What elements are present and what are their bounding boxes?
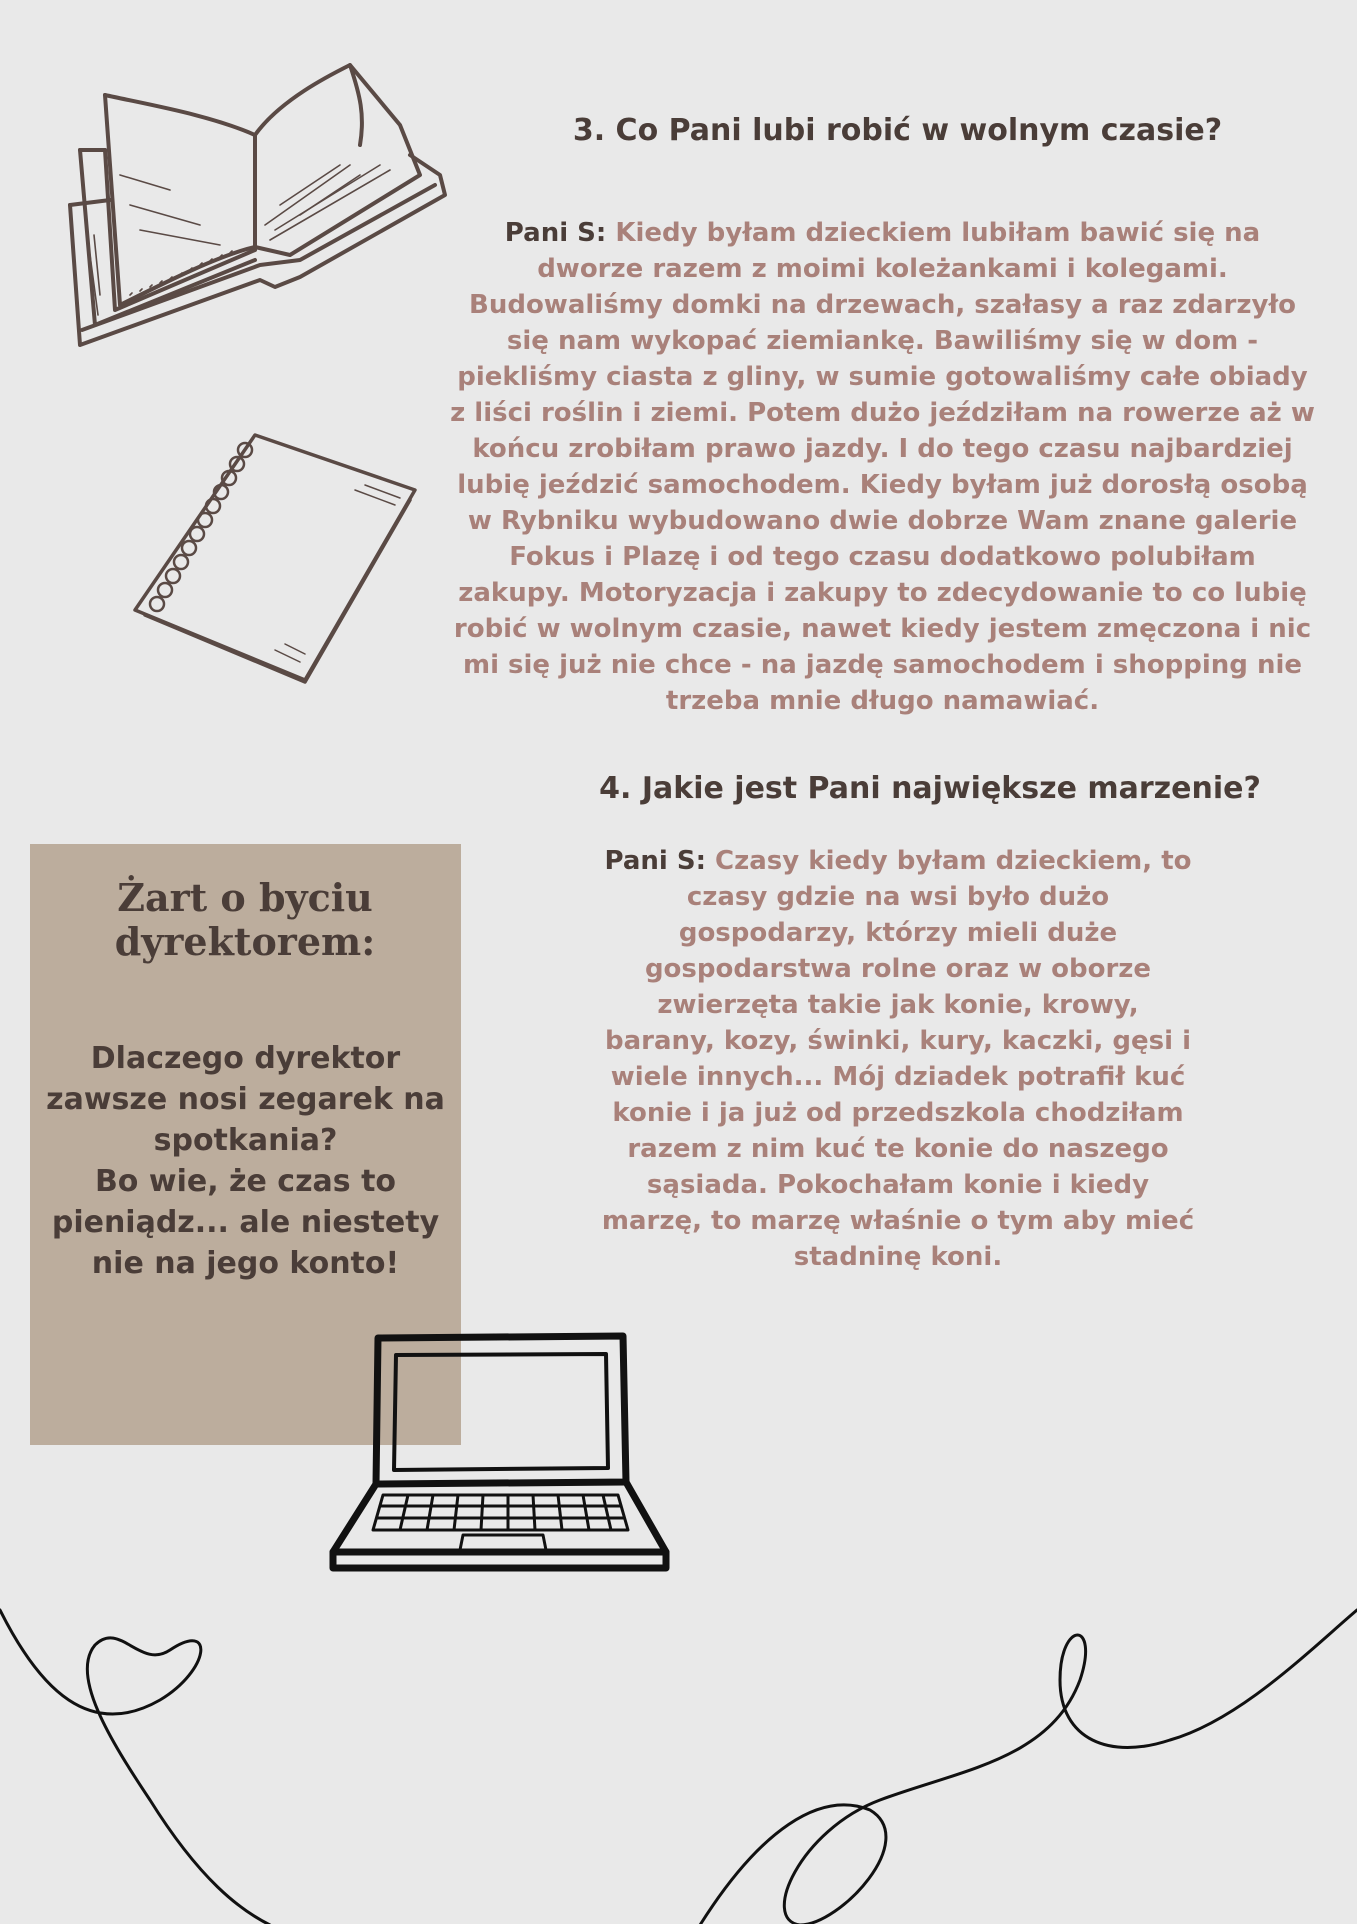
open-book-icon	[60, 55, 460, 355]
notebook-icon	[125, 430, 425, 690]
section4-question: 4. Jakie jest Pani największe marzenie?	[599, 771, 1261, 806]
laptop-icon	[328, 1330, 670, 1580]
joke-title: Żart o byciu dyrektorem:	[114, 875, 376, 964]
section3-speaker: Pani S:	[504, 218, 607, 248]
joke-punchline: Bo wie, że czas to pieniądz... ale niestety nie na jego konto!	[51, 1164, 440, 1281]
section3-question: 3. Co Pani lubi robić w wolnym czasie?	[572, 113, 1223, 148]
joke-question: Dlaczego dyrektor zawsze nosi zegarek na spotkania?	[46, 1041, 445, 1158]
heart-line-doodle	[0, 1580, 1357, 1920]
section4-answer-text: Czasy kiedy byłam dzieckiem, to czasy gdzie na wsi było dużo gospodarzy, którzy mieli duże gospodarstwa rolne oraz w oborze zwierzęta takie jak konie, krowy, barany, kozy, świnki, kury, kaczki, gęsi i wiele innych... Mój dziadek potrafił kuć konie i ja już od przedszkola chodziłam razem z nim kuć te konie do naszego sąsiada. Pokochałam konie i kiedy marzę, to marzę właśnie o tym aby mieć stadninę koni.	[601, 846, 1195, 1272]
section4-speaker: Pani S:	[604, 846, 706, 876]
section3-answer-text: Kiedy byłam dzieckiem lubiłam bawić się na dworze razem z moimi koleżankami i kolegami. Budowaliśmy domki na drzewach, szałasy a raz zdarzyło się nam wykopać ziemiankę. Bawiliśmy się w dom - piekliśmy ciasta z gliny, w sumie gotowaliśmy całe obiady z liści roślin i ziemi. Potem dużo jeździłam na rowerze aż w końcu zrobiłam prawo jazdy. I do tego czasu najbardziej lubię jeździć samochodem. Kiedy byłam już dorosłą osobą w Rybniku wybudowano dwie dobrze Wam znane galerie Fokus i Plazę i od tego czasu dodatkowo polubiłam zakupy. Motoryzacja i zakupy to zdecydowanie to co lubię robić w wolnym czasie, nawet kiedy jestem zmęczona i nic mi się już nie chce - na jazdę samochodem i shopping nie trzeba mnie długo namawiać.	[450, 218, 1315, 716]
section4-answer	[598, 843, 1198, 1275]
section3-answer	[450, 215, 1315, 719]
